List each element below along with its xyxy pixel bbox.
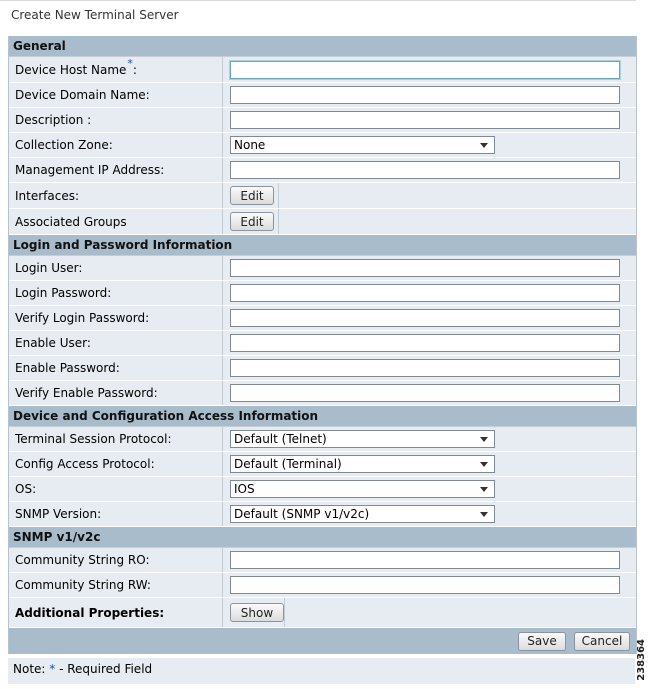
row-associated-groups (9, 209, 636, 235)
figure-id: 238364 (636, 639, 647, 681)
os-value: IOS (234, 482, 255, 496)
terminal-session-protocol-label: Terminal Session Protocol: (9, 427, 223, 451)
enable-user-label: Enable User: (9, 331, 223, 355)
management-ip-input[interactable] (230, 161, 620, 179)
row-description (9, 108, 636, 133)
verify-enable-password-label: Verify Enable Password: (9, 381, 223, 405)
os-select[interactable] (230, 480, 495, 498)
config-access-protocol-label: Config Access Protocol: (9, 452, 223, 476)
device-host-name-input[interactable] (230, 61, 620, 79)
row-additional-properties (9, 598, 636, 628)
row-login-user (9, 256, 636, 281)
associated-groups-label: Associated Groups (9, 209, 223, 234)
row-enable-password (9, 356, 636, 381)
device-domain-name-input[interactable] (230, 86, 620, 104)
interfaces-edit-button[interactable]: Edit (230, 186, 274, 205)
row-login-password (9, 281, 636, 306)
row-os (9, 477, 636, 502)
verify-login-password-label: Verify Login Password: (9, 306, 223, 330)
row-snmp-version (9, 502, 636, 527)
note-prefix: Note: (13, 662, 50, 676)
note-required-star: * (49, 662, 56, 676)
chevron-down-icon (480, 487, 488, 492)
community-string-rw-label: Community String RW: (9, 573, 223, 597)
required-star: * (127, 57, 133, 70)
cancel-button[interactable]: Cancel (574, 632, 630, 651)
config-access-protocol-select[interactable] (230, 455, 495, 473)
row-interfaces (9, 183, 636, 209)
login-password-label: Login Password: (9, 281, 223, 305)
device-host-name-label (9, 57, 223, 82)
row-community-string-ro (9, 548, 636, 573)
snmp-version-value: Default (SNMP v1/v2c) (234, 507, 370, 521)
section-snmp-header: SNMP v1/v2c (9, 527, 636, 548)
description-input[interactable] (230, 111, 620, 129)
config-access-protocol-value: Default (Terminal) (234, 457, 342, 471)
login-user-label: Login User: (9, 256, 223, 280)
row-terminal-session-protocol (9, 427, 636, 452)
chevron-down-icon (480, 143, 488, 148)
terminal-server-form (8, 36, 637, 654)
chevron-down-icon (480, 512, 488, 517)
row-verify-enable-password (9, 381, 636, 406)
enable-password-input[interactable] (230, 359, 620, 377)
terminal-session-protocol-value: Default (Telnet) (234, 432, 327, 446)
additional-properties-label: Additional Properties: (9, 598, 223, 627)
device-domain-name-label: Device Domain Name: (9, 83, 223, 107)
row-collection-zone (9, 133, 636, 158)
save-button[interactable]: Save (518, 632, 566, 651)
form-footer-bar (9, 628, 636, 654)
os-label: OS: (9, 477, 223, 501)
device-host-name-colon: : (132, 62, 137, 77)
required-field-note (8, 658, 635, 684)
terminal-session-protocol-select[interactable] (230, 430, 495, 448)
enable-password-label: Enable Password: (9, 356, 223, 380)
enable-user-input[interactable] (230, 334, 620, 352)
show-button[interactable]: Show (230, 603, 284, 622)
snmp-version-select[interactable] (230, 505, 495, 523)
community-string-ro-input[interactable] (230, 551, 620, 569)
collection-zone-value: None (234, 138, 266, 152)
section-device-config-header: Device and Configuration Access Information (9, 406, 636, 427)
chevron-down-icon (480, 462, 488, 467)
section-login-header: Login and Password Information (9, 235, 636, 256)
login-password-input[interactable] (230, 284, 620, 302)
login-user-input[interactable] (230, 259, 620, 277)
verify-login-password-input[interactable] (230, 309, 620, 327)
row-community-string-rw (9, 573, 636, 598)
snmp-version-label: SNMP Version: (9, 502, 223, 526)
note-suffix: - Required Field (55, 662, 153, 676)
top-divider (0, 0, 636, 1)
community-string-rw-input[interactable] (230, 576, 620, 594)
page-title: Create New Terminal Server (11, 8, 179, 22)
device-host-name-text: Device Host Name (15, 62, 127, 77)
section-general-header: General (9, 36, 636, 57)
row-enable-user (9, 331, 636, 356)
collection-zone-label: Collection Zone: (9, 133, 223, 157)
management-ip-label: Management IP Address: (9, 158, 223, 182)
groups-edit-button[interactable]: Edit (230, 212, 274, 231)
row-device-domain-name (9, 83, 636, 108)
chevron-down-icon (480, 437, 488, 442)
row-device-host-name (9, 57, 636, 83)
row-verify-login-password (9, 306, 636, 331)
community-string-ro-label: Community String RO: (9, 548, 223, 572)
row-management-ip (9, 158, 636, 183)
description-label: Description : (9, 108, 223, 132)
interfaces-label: Interfaces: (9, 183, 223, 208)
collection-zone-select[interactable] (230, 136, 495, 154)
row-config-access-protocol (9, 452, 636, 477)
verify-enable-password-input[interactable] (230, 384, 620, 402)
